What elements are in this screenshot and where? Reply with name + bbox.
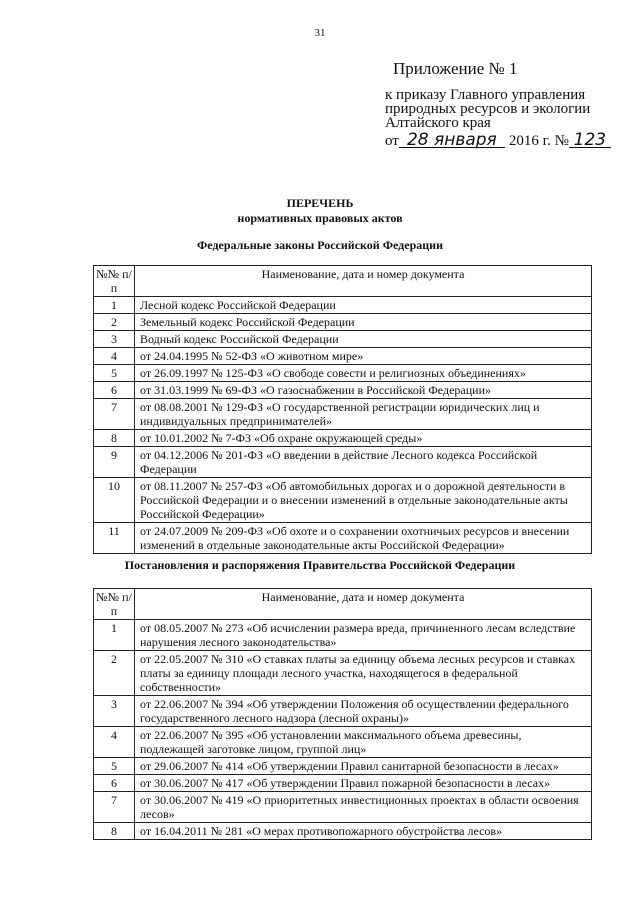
col-num-header: №№ п/п bbox=[94, 266, 135, 297]
row-document: от 08.11.2007 № 257-ФЗ «Об автомобильных дорогах и о дорожной деятельности в Российской Федерации и о внесении изменений в отдельные законодательные акты Российской Федерации» bbox=[135, 478, 592, 523]
row-document: от 04.12.2006 № 201-ФЗ «О введении в действие Лесного кодекса Российской Федерации bbox=[135, 447, 592, 478]
col-num-header: №№ п/п bbox=[94, 589, 135, 620]
table-row bbox=[94, 348, 592, 365]
handwritten-date: 28 января bbox=[399, 133, 505, 148]
row-number: 3 bbox=[94, 331, 135, 348]
row-number: 5 bbox=[94, 758, 135, 775]
row-number: 2 bbox=[94, 651, 135, 696]
table-row bbox=[94, 775, 592, 792]
table-row bbox=[94, 331, 592, 348]
row-number: 1 bbox=[94, 297, 135, 314]
document-subtitle: нормативных правовых актов bbox=[237, 211, 403, 225]
appendix-line-3: Алтайского края bbox=[385, 115, 491, 131]
row-document: от 10.01.2002 № 7-ФЗ «Об охране окружающей среды» bbox=[135, 430, 592, 447]
government-decrees-table bbox=[93, 588, 592, 840]
row-document: от 31.03.1999 № 69-ФЗ «О газоснабжении в Российской Федерации» bbox=[135, 382, 592, 399]
row-document: от 08.05.2007 № 273 «Об исчислении размера вреда, причиненного лесам вследствие нарушения лесного законодательства» bbox=[135, 620, 592, 651]
row-document: от 30.06.2007 № 419 «О приоритетных инвестиционных проектах в области освоения лесов» bbox=[135, 792, 592, 823]
table-row bbox=[94, 651, 592, 696]
row-document: от 22.06.2007 № 394 «Об утверждении Положения об осуществлении федерального государственного лесного надзора (лесной охраны)» bbox=[135, 696, 592, 727]
table-row bbox=[94, 399, 592, 430]
table-row bbox=[94, 297, 592, 314]
row-number: 8 bbox=[94, 430, 135, 447]
row-number: 8 bbox=[94, 823, 135, 840]
col-name-header: Наименование, дата и номер документа bbox=[135, 266, 592, 297]
federal-laws-table bbox=[93, 265, 592, 554]
row-number: 9 bbox=[94, 447, 135, 478]
row-number: 3 bbox=[94, 696, 135, 727]
row-document: Земельный кодекс Российской Федерации bbox=[135, 314, 592, 331]
row-number: 6 bbox=[94, 775, 135, 792]
row-document: от 16.04.2011 № 281 «О мерах противопожарного обустройства лесов» bbox=[135, 823, 592, 840]
table-row bbox=[94, 696, 592, 727]
appendix-date-line bbox=[385, 130, 615, 150]
table-row bbox=[94, 382, 592, 399]
table-row bbox=[94, 523, 592, 554]
document-title: ПЕРЕЧЕНЬ bbox=[286, 196, 354, 210]
table-row bbox=[94, 314, 592, 331]
row-number: 1 bbox=[94, 620, 135, 651]
appendix-line-1: к приказу Главного управления bbox=[385, 87, 586, 103]
table-row bbox=[94, 792, 592, 823]
date-prefix: от bbox=[385, 133, 399, 149]
row-number: 2 bbox=[94, 314, 135, 331]
row-number: 4 bbox=[94, 348, 135, 365]
table-row bbox=[94, 758, 592, 775]
row-document: от 24.07.2009 № 209-ФЗ «Об охоте и о сохранении охотничьих ресурсов и внесении изменений в отдельные законодательные акты Российской Федерации» bbox=[135, 523, 592, 554]
row-document: от 22.05.2007 № 310 «О ставках платы за единицу объема лесных ресурсов и ставках платы за единицу площади лесного участка, находящегося в федеральной собственности» bbox=[135, 651, 592, 696]
row-number: 6 bbox=[94, 382, 135, 399]
table-row bbox=[94, 447, 592, 478]
table-row bbox=[94, 727, 592, 758]
table-row bbox=[94, 365, 592, 382]
row-number: 10 bbox=[94, 478, 135, 523]
row-number: 11 bbox=[94, 523, 135, 554]
row-number: 7 bbox=[94, 399, 135, 430]
appendix-block bbox=[385, 59, 615, 150]
row-document: от 29.06.2007 № 414 «Об утверждении Правил санитарной безопасности в лесах» bbox=[135, 758, 592, 775]
year-text: 2016 г. № bbox=[508, 133, 569, 149]
table-header-row bbox=[94, 589, 592, 620]
table-row bbox=[94, 430, 592, 447]
row-document: от 30.06.2007 № 417 «Об утверждении Правил пожарной безопасности в лесах» bbox=[135, 775, 592, 792]
col-name-header: Наименование, дата и номер документа bbox=[135, 589, 592, 620]
page-number: 31 bbox=[314, 27, 326, 39]
row-document: Водный кодекс Российской Федерации bbox=[135, 331, 592, 348]
row-number: 4 bbox=[94, 727, 135, 758]
section2-heading: Постановления и распоряжения Правительства Российской Федерации bbox=[124, 558, 516, 572]
table-row bbox=[94, 478, 592, 523]
row-document: Лесной кодекс Российской Федерации bbox=[135, 297, 592, 314]
row-document: от 26.09.1997 № 125-ФЗ «О свободе совести и религиозных объединениях» bbox=[135, 365, 592, 382]
table-row bbox=[94, 620, 592, 651]
table-row bbox=[94, 823, 592, 840]
row-number: 7 bbox=[94, 792, 135, 823]
section1-heading: Федеральные законы Российской Федерации bbox=[197, 238, 443, 252]
handwritten-number: 123 bbox=[569, 133, 611, 148]
row-number: 5 bbox=[94, 365, 135, 382]
row-document: от 08.08.2001 № 129-ФЗ «О государственной регистрации юридических лиц и индивидуальных предпринимателей» bbox=[135, 399, 592, 430]
row-document: от 22.06.2007 № 395 «Об установлении максимального объема древесины, подлежащей заготовке лицом, группой лиц» bbox=[135, 727, 592, 758]
appendix-line-2: природных ресурсов и экологии bbox=[385, 101, 591, 117]
table-header-row bbox=[94, 266, 592, 297]
appendix-title: Приложение № 1 bbox=[393, 59, 518, 78]
row-document: от 24.04.1995 № 52-ФЗ «О животном мире» bbox=[135, 348, 592, 365]
